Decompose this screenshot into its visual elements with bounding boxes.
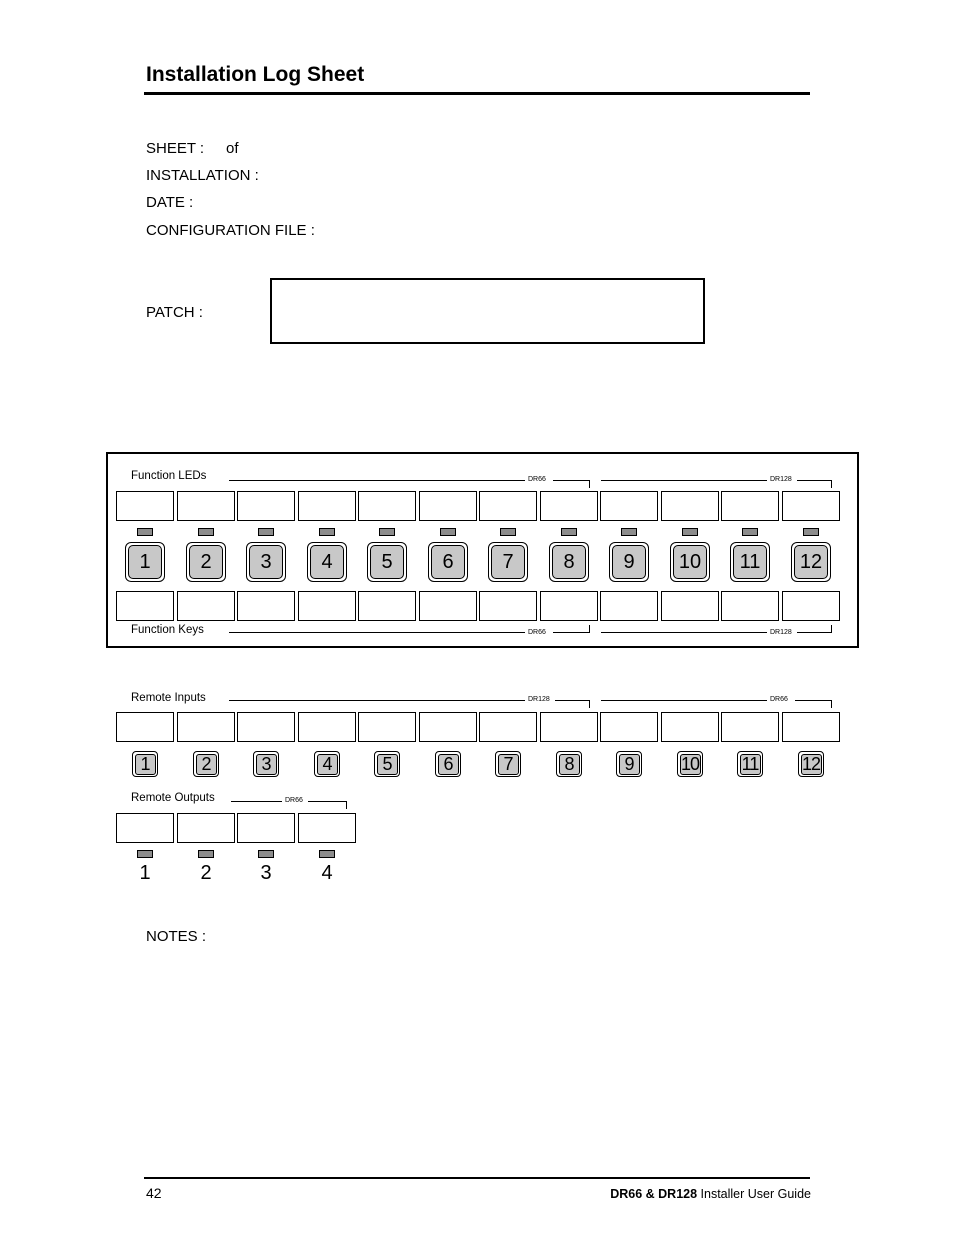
remote-input-key-5[interactable]: [374, 751, 400, 777]
page-number: 42: [146, 1185, 162, 1201]
installation-label: INSTALLATION :: [146, 167, 259, 184]
key-number: 8: [559, 754, 580, 775]
title-rule: [144, 92, 810, 95]
key-number: 1: [128, 545, 162, 579]
key-number: 1: [135, 754, 156, 775]
remote-output-cell[interactable]: [177, 813, 235, 843]
leds-tag-dr66: DR66: [528, 476, 546, 483]
function-led: [742, 528, 758, 536]
remote-input-key-2[interactable]: [193, 751, 219, 777]
keys-bracket-line-left-end: [553, 632, 590, 633]
date-label: DATE :: [146, 194, 194, 211]
function-key-cell[interactable]: [661, 591, 719, 621]
outputs-bracket-tick: [346, 801, 347, 809]
footer-product: DR66 & DR128: [610, 1187, 698, 1201]
function-key-cell[interactable]: [721, 591, 779, 621]
function-led: [803, 528, 819, 536]
key-number: 2: [189, 545, 223, 579]
function-key-6[interactable]: [428, 542, 468, 582]
remote-input-cell[interactable]: [358, 712, 416, 742]
function-led-cell[interactable]: [479, 491, 537, 521]
function-key-cell[interactable]: [479, 591, 537, 621]
remote-input-key-9[interactable]: [616, 751, 642, 777]
remote-input-key-10[interactable]: [677, 751, 703, 777]
function-led: [379, 528, 395, 536]
function-led: [621, 528, 637, 536]
footer-guide-title: [610, 1187, 811, 1201]
function-key-9[interactable]: [609, 542, 649, 582]
remote-input-cell[interactable]: [721, 712, 779, 742]
function-key-4[interactable]: [307, 542, 347, 582]
function-leds-label: Function LEDs: [131, 470, 207, 482]
key-number: 8: [552, 545, 586, 579]
remote-input-key-12[interactable]: [798, 751, 824, 777]
function-led-cell[interactable]: [298, 491, 356, 521]
inputs-bracket-line-right-end: [795, 700, 832, 701]
key-number: 12: [801, 754, 821, 774]
outputs-bracket-line: [231, 801, 282, 802]
keys-bracket-tick-right: [831, 625, 832, 633]
function-key-11[interactable]: [730, 542, 770, 582]
key-number: 7: [491, 545, 525, 579]
function-led: [440, 528, 456, 536]
function-led: [561, 528, 577, 536]
key-number: 9: [619, 754, 640, 775]
keys-bracket-line-right-end: [797, 632, 832, 633]
remote-input-cell[interactable]: [661, 712, 719, 742]
keys-tag-dr128: DR128: [770, 629, 792, 636]
remote-input-cell[interactable]: [237, 712, 295, 742]
key-number: 3: [256, 754, 277, 775]
page-title: Installation Log Sheet: [146, 63, 365, 86]
keys-bracket-line-left: [229, 632, 525, 633]
key-number: 11: [733, 545, 767, 579]
keys-bracket-line-right: [601, 632, 767, 633]
key-number: 6: [438, 754, 459, 775]
key-number: 5: [377, 754, 398, 775]
remote-output-number: 2: [200, 862, 212, 884]
key-number: 9: [612, 545, 646, 579]
function-led: [500, 528, 516, 536]
function-led-cell[interactable]: [782, 491, 840, 521]
remote-output-led: [198, 850, 214, 858]
inputs-bracket-line-left-end: [555, 700, 590, 701]
function-key-10[interactable]: [670, 542, 710, 582]
function-led-cell[interactable]: [661, 491, 719, 521]
function-key-cell[interactable]: [419, 591, 477, 621]
notes-label: NOTES :: [146, 928, 207, 945]
function-key-8[interactable]: [549, 542, 589, 582]
function-key-cell[interactable]: [600, 591, 658, 621]
remote-input-cell[interactable]: [419, 712, 477, 742]
remote-output-number: 4: [321, 862, 333, 884]
remote-input-cell[interactable]: [782, 712, 840, 742]
remote-inputs-label: Remote Inputs: [131, 692, 206, 704]
function-led-cell[interactable]: [116, 491, 174, 521]
remote-input-key-11[interactable]: [737, 751, 763, 777]
remote-output-cell[interactable]: [298, 813, 356, 843]
sheet-label: SHEET :: [146, 140, 205, 157]
leds-bracket-line-right-end: [797, 480, 832, 481]
config-file-label: CONFIGURATION FILE :: [146, 222, 315, 239]
function-led-cell[interactable]: [237, 491, 295, 521]
inputs-bracket-tick-left: [589, 700, 590, 708]
remote-output-led: [137, 850, 153, 858]
function-key-5[interactable]: [367, 542, 407, 582]
remote-input-key-7[interactable]: [495, 751, 521, 777]
remote-input-key-1[interactable]: [132, 751, 158, 777]
remote-outputs-label: Remote Outputs: [131, 792, 215, 804]
function-led-cell[interactable]: [358, 491, 416, 521]
function-led-cell[interactable]: [540, 491, 598, 521]
remote-input-cell[interactable]: [479, 712, 537, 742]
footer-rule: [144, 1177, 810, 1179]
patch-label: PATCH :: [146, 304, 203, 321]
function-key-cell[interactable]: [782, 591, 840, 621]
key-number: 4: [317, 754, 338, 775]
key-number: 11: [740, 754, 761, 775]
function-key-cell[interactable]: [358, 591, 416, 621]
function-key-cell[interactable]: [237, 591, 295, 621]
leds-bracket-line-left: [229, 480, 525, 481]
inputs-bracket-line-right: [601, 700, 767, 701]
function-led: [198, 528, 214, 536]
function-led: [682, 528, 698, 536]
remote-input-key-6[interactable]: [435, 751, 461, 777]
keys-bracket-tick-left: [589, 625, 590, 633]
inputs-bracket-tick-right: [831, 700, 832, 708]
remote-output-number: 1: [139, 862, 151, 884]
leds-bracket-tick-left: [589, 480, 590, 488]
function-led: [258, 528, 274, 536]
function-led: [319, 528, 335, 536]
leds-bracket-line-left-end: [553, 480, 590, 481]
remote-input-key-3[interactable]: [253, 751, 279, 777]
function-key-cell[interactable]: [298, 591, 356, 621]
function-key-1[interactable]: [125, 542, 165, 582]
inputs-bracket-line-left: [229, 700, 525, 701]
remote-output-number: 3: [260, 862, 272, 884]
key-number: 2: [196, 754, 217, 775]
key-number: 10: [680, 754, 700, 774]
function-key-cell[interactable]: [540, 591, 598, 621]
footer-guide: Installer User Guide: [700, 1187, 811, 1201]
function-led-cell[interactable]: [419, 491, 477, 521]
key-number: 12: [794, 545, 828, 579]
patch-box[interactable]: [270, 278, 705, 344]
outputs-bracket-line-end: [308, 801, 347, 802]
function-led-cell[interactable]: [721, 491, 779, 521]
function-key-cell[interactable]: [116, 591, 174, 621]
remote-input-key-8[interactable]: [556, 751, 582, 777]
function-key-cell[interactable]: [177, 591, 235, 621]
remote-output-cell[interactable]: [116, 813, 174, 843]
leds-bracket-line-right: [601, 480, 767, 481]
remote-input-key-4[interactable]: [314, 751, 340, 777]
keys-tag-dr66: DR66: [528, 629, 546, 636]
function-led-cell[interactable]: [177, 491, 235, 521]
outputs-tag-dr66: DR66: [285, 797, 303, 804]
leds-bracket-tick-right: [831, 480, 832, 488]
function-key-2[interactable]: [186, 542, 226, 582]
sheet-of-label: of: [226, 140, 239, 157]
remote-output-led: [258, 850, 274, 858]
leds-tag-dr128: DR128: [770, 476, 792, 483]
key-number: 6: [431, 545, 465, 579]
key-number: 4: [310, 545, 344, 579]
remote-output-led: [319, 850, 335, 858]
function-led: [137, 528, 153, 536]
remote-input-cell[interactable]: [177, 712, 235, 742]
remote-input-cell[interactable]: [298, 712, 356, 742]
key-number: 7: [498, 754, 519, 775]
remote-input-cell[interactable]: [600, 712, 658, 742]
function-key-12[interactable]: [791, 542, 831, 582]
function-key-3[interactable]: [246, 542, 286, 582]
inputs-tag-dr66: DR66: [770, 696, 788, 703]
function-key-7[interactable]: [488, 542, 528, 582]
key-number: 10: [673, 545, 707, 579]
key-number: 5: [370, 545, 404, 579]
remote-output-cell[interactable]: [237, 813, 295, 843]
key-number: 3: [249, 545, 283, 579]
function-keys-label: Function Keys: [131, 624, 204, 636]
function-led-cell[interactable]: [600, 491, 658, 521]
remote-input-cell[interactable]: [116, 712, 174, 742]
remote-input-cell[interactable]: [540, 712, 598, 742]
inputs-tag-dr128: DR128: [528, 696, 550, 703]
